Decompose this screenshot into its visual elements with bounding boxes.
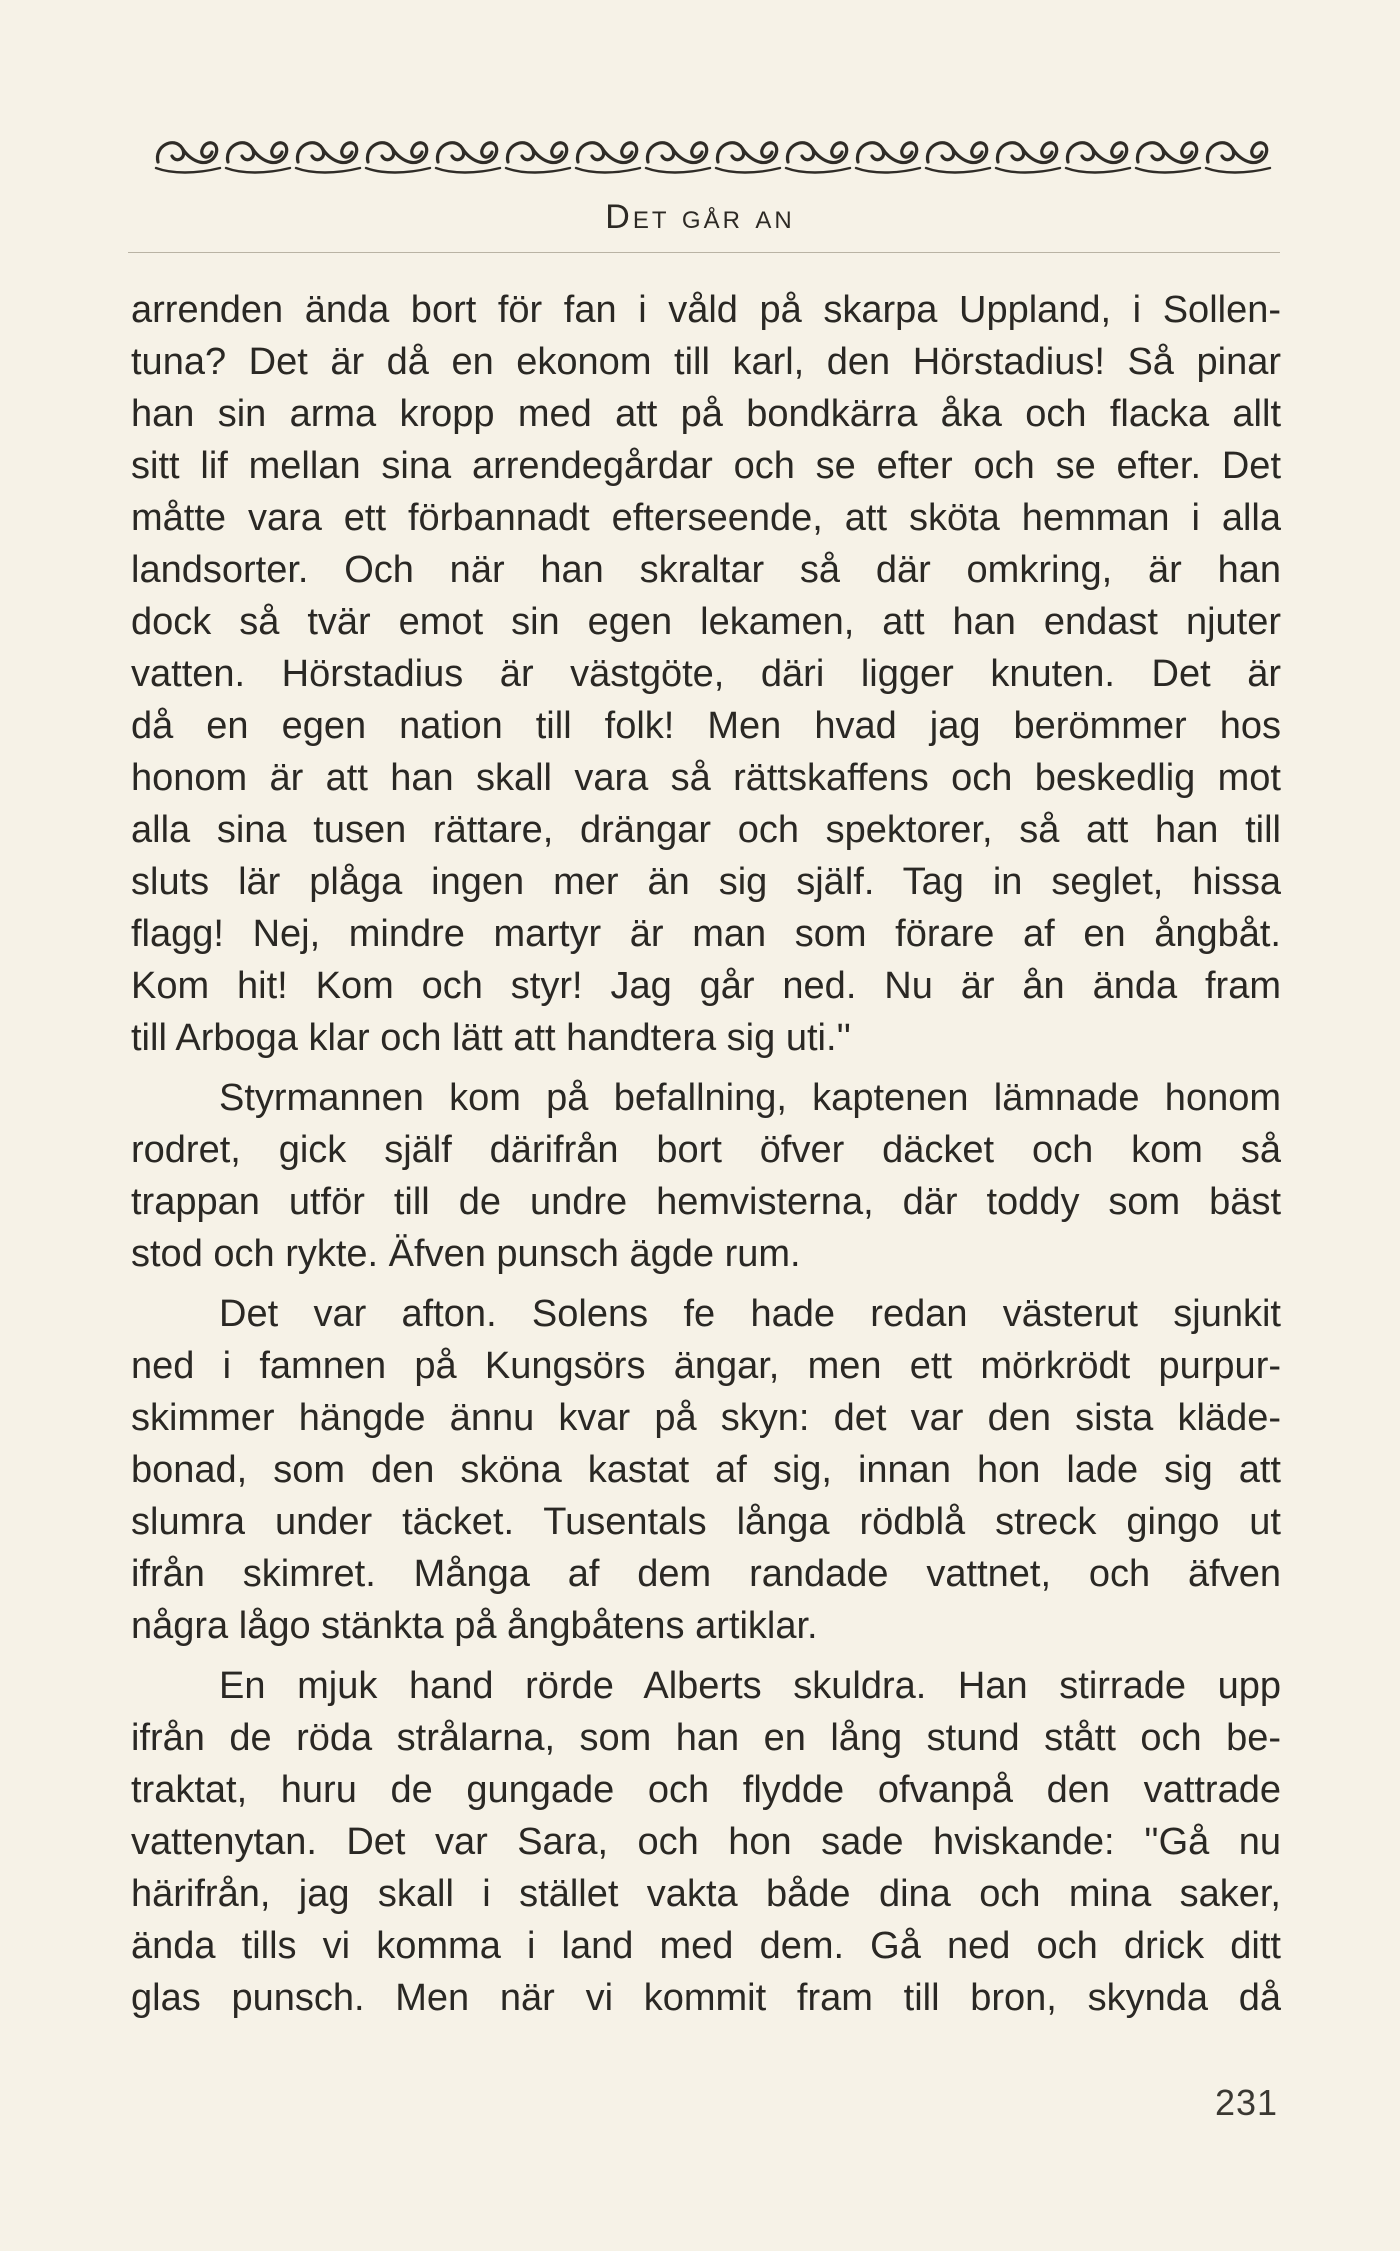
scroll-ornament-icon (367, 143, 426, 163)
text-line: till Arboga klar och lätt att handtera sig uti.'' (131, 1017, 852, 1059)
text-line: vatten. Hörstadius är västgöte, däri ligger knuten. Det är (131, 653, 1281, 695)
scroll-ornament-base-icon (1136, 168, 1200, 173)
scroll-ornament-icon (577, 143, 636, 163)
scroll-ornament-base-icon (926, 168, 990, 173)
text-line: härifrån, jag skall i stället vakta både dina och mina saker, (131, 1873, 1281, 1915)
text-line: rodret, gick själf därifrån bort öfver däcket och kom så (131, 1129, 1281, 1171)
scroll-ornament-base-icon (436, 168, 500, 173)
text-line: några lågo stänkta på ångbåtens artiklar. (131, 1605, 818, 1647)
text-line: då en egen nation till folk! Men hvad jag berömmer hos (131, 705, 1281, 747)
body-text (131, 284, 1281, 2024)
scroll-ornament-base-icon (1206, 168, 1270, 173)
text-line: En mjuk hand rörde Alberts skuldra. Han stirrade upp (219, 1665, 1281, 1707)
text-line: ända tills vi komma i land med dem. Gå ned och drick ditt (131, 1925, 1281, 1967)
text-line: ned i famnen på Kungsörs ängar, men ett mörkrödt purpur- (131, 1345, 1281, 1387)
paragraph (131, 1660, 1281, 2024)
text-line: honom är att han skall vara så rättskaffens och beskedlig mot (131, 757, 1281, 799)
scroll-ornament-icon (1137, 143, 1196, 163)
running-header-title: Det går an (605, 198, 795, 236)
scroll-ornament-base-icon (856, 168, 920, 173)
text-line: stod och rykte. Äfven punsch ägde rum. (131, 1233, 801, 1275)
decorative-ornament-band (152, 128, 1272, 180)
scroll-ornament-icon (1067, 143, 1126, 163)
scroll-ornament-base-icon (366, 168, 430, 173)
scroll-ornament-base-icon (716, 168, 780, 173)
text-line: ifrån de röda strålarna, som han en lång stund stått och be- (131, 1717, 1281, 1759)
scroll-ornament-icon (647, 143, 706, 163)
text-line: skimmer hängde ännu kvar på skyn: det var den sista kläde- (131, 1397, 1281, 1439)
scroll-ornament-icon (717, 143, 776, 163)
scroll-ornament-base-icon (996, 168, 1060, 173)
scroll-ornament-icon (857, 143, 916, 163)
text-line: bonad, som den sköna kastat af sig, innan hon lade sig att (131, 1449, 1281, 1491)
scroll-ornament-base-icon (1066, 168, 1130, 173)
page-number: 231 (1215, 2082, 1279, 2123)
scroll-ornament-icon (297, 143, 356, 163)
scroll-ornament-base-icon (576, 168, 640, 173)
header-rule (128, 252, 1280, 253)
scroll-ornament-base-icon (506, 168, 570, 173)
text-line: glas punsch. Men när vi kommit fram till bron, skynda då (131, 1977, 1281, 2019)
text-line: vattenytan. Det var Sara, och hon sade hviskande: ''Gå nu (131, 1821, 1281, 1863)
scroll-ornament-icon (227, 143, 286, 163)
scroll-ornament-icon (997, 143, 1056, 163)
scroll-ornament-icon (157, 143, 216, 163)
scroll-ornament-base-icon (226, 168, 290, 173)
text-line: sitt lif mellan sina arrendegårdar och se efter och se efter. Det (131, 445, 1281, 487)
text-line: tuna? Det är då en ekonom till karl, den Hörstadius! Så pinar (131, 341, 1281, 383)
scroll-ornament-icon (927, 143, 986, 163)
text-line: Det var afton. Solens fe hade redan västerut sjunkit (219, 1293, 1281, 1335)
scroll-ornament-icon (787, 143, 846, 163)
text-line: traktat, huru de gungade och flydde ofvanpå den vattrade (131, 1769, 1281, 1811)
text-line: landsorter. Och när han skraltar så där omkring, är han (131, 549, 1281, 591)
scroll-ornament-base-icon (296, 168, 360, 173)
text-line: slumra under täcket. Tusentals långa rödblå streck gingo ut (131, 1501, 1281, 1543)
text-line: ifrån skimret. Många af dem randade vattnet, och äfven (131, 1553, 1281, 1595)
text-line: måtte vara ett förbannadt efterseende, att sköta hemman i alla (131, 497, 1281, 539)
scroll-ornament-icon (1207, 143, 1266, 163)
scroll-ornament-icon (507, 143, 566, 163)
text-line: Kom hit! Kom och styr! Jag går ned. Nu är ån ända fram (131, 965, 1281, 1007)
text-line: Styrmannen kom på befallning, kaptenen lämnade honom (219, 1077, 1281, 1119)
text-line: trappan utför till de undre hemvisterna, där toddy som bäst (131, 1181, 1281, 1223)
text-line: dock så tvär emot sin egen lekamen, att han endast njuter (131, 601, 1281, 643)
text-line: han sin arma kropp med att på bondkärra åka och flacka allt (131, 393, 1281, 435)
text-line: sluts lär plåga ingen mer än sig själf. Tag in seglet, hissa (131, 861, 1281, 903)
scroll-ornament-icon (437, 143, 496, 163)
text-line: alla sina tusen rättare, drängar och spektorer, så att han till (131, 809, 1281, 851)
scroll-ornament-base-icon (646, 168, 710, 173)
text-line: arrenden ända bort för fan i våld på skarpa Uppland, i Sollen- (131, 289, 1281, 331)
paragraph (131, 284, 1281, 1064)
paragraph (131, 1288, 1281, 1652)
paragraph (131, 1072, 1281, 1280)
scroll-ornament-base-icon (786, 168, 850, 173)
scroll-ornament-base-icon (156, 168, 220, 173)
text-line: flagg! Nej, mindre martyr är man som förare af en ångbåt. (131, 913, 1281, 955)
